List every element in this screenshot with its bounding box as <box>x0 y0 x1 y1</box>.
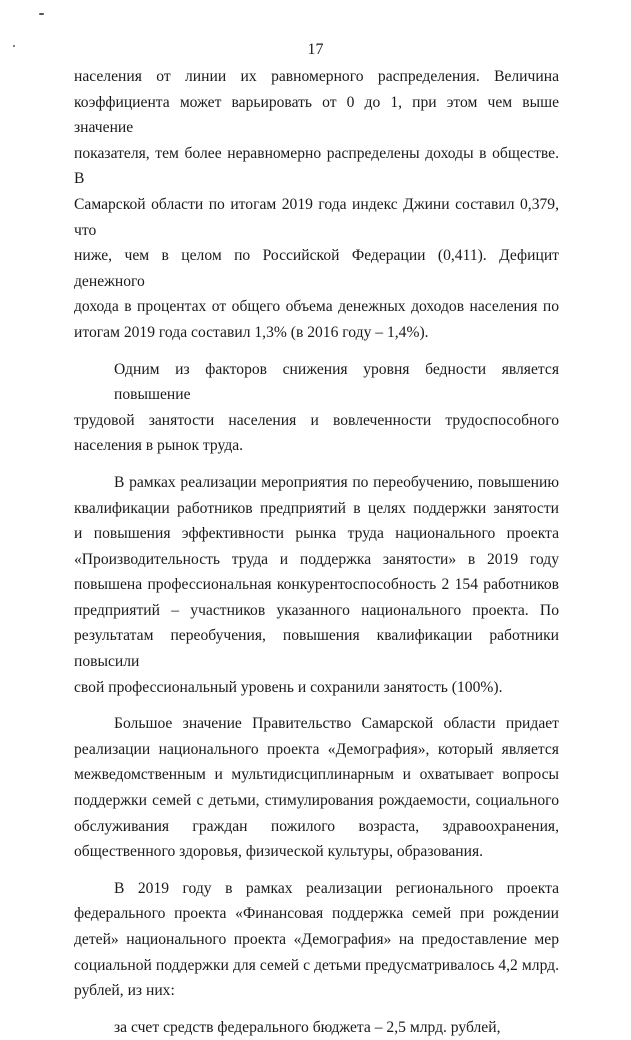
text-line: рублей, из них: <box>74 982 175 1000</box>
text-line: дохода в процентах от общего объема денежных доходов населения по <box>74 298 559 316</box>
text-line: поддержки семей с детьми, стимулирования рождаемости, социального <box>74 792 559 810</box>
text-line: предприятий – участников указанного национального проекта. По <box>74 601 559 619</box>
text-line: повышена профессиональная конкурентоспособность 2 154 работников <box>74 576 559 594</box>
paragraph-family-support <box>74 876 559 1004</box>
text-line: трудовой занятости населения и вовлеченности трудоспособного <box>74 411 559 429</box>
text-line: итогам 2019 года составил 1,3% (в 2016 году – 1,4%). <box>74 323 429 341</box>
paragraph-spacing <box>74 459 559 470</box>
text-line: Самарской области по итогам 2019 года индекс Джини составил 0,379, что <box>74 195 559 239</box>
text-line: В 2019 году в рамках реализации регионального проекта <box>114 879 559 897</box>
text-line: показателя, тем более неравномерно распределены доходы в обществе. В <box>74 144 559 188</box>
page-number: 17 <box>307 41 324 58</box>
text-line: социальной поддержки для семей с детьми предусматривалось 4,2 млрд. <box>74 956 559 974</box>
text-line: реализации национального проекта «Демография», который является <box>74 740 559 758</box>
text-line: Большое значение Правительство Самарской области придает <box>114 715 559 733</box>
text-line: за счет средств федерального бюджета – 2,5 млрд. рублей, <box>114 1018 501 1036</box>
text-line: межведомственным и мультидисциплинарным и охватывает вопросы <box>74 766 559 784</box>
paragraph-demography <box>74 711 559 865</box>
text-line: населения в рынок труда. <box>74 437 244 455</box>
paragraph-spacing <box>74 1004 559 1015</box>
text-line: населения от линии их равномерного распределения. Величина <box>74 68 559 85</box>
paragraph-gini-coefficient <box>74 64 559 346</box>
text-line: Одним из факторов снижения уровня бедности является повышение <box>114 360 559 404</box>
text-line: детей» национального проекта «Демография» на предоставление мер <box>74 931 559 948</box>
text-line: свой профессиональный уровень и сохранили занятость (100%). <box>74 678 503 696</box>
document-body <box>74 64 559 1040</box>
paragraph-spacing <box>74 346 559 357</box>
text-line: коэффициента может варьировать от 0 до 1, при этом чем выше значение <box>74 93 559 137</box>
text-line: В рамках реализации мероприятия по переобучению, повышению <box>114 473 559 491</box>
paragraph-spacing <box>74 700 559 711</box>
paragraph-spacing <box>74 865 559 876</box>
text-line: квалификации работников предприятий в целях поддержки занятости <box>74 499 559 517</box>
text-line: и повышения эффективности рынка труда национального проекта <box>74 525 559 543</box>
text-line: обслуживания граждан пожилого возраста, здравоохранения, <box>74 817 559 835</box>
text-line: результатам переобучения, повышения квалификации работники повысили <box>74 627 559 671</box>
text-line: «Производительность труда и поддержка занятости» в 2019 году <box>74 550 559 568</box>
paragraph-employment <box>74 357 559 459</box>
text-line: ниже, чем в целом по Российской Федерации (0,411). Дефицит денежного <box>74 247 559 290</box>
paragraph-federal-budget <box>74 1015 559 1040</box>
paragraph-retraining <box>74 470 559 700</box>
text-line: общественного здоровья, физической культуры, образования. <box>74 843 484 861</box>
scan-mark-top <box>39 13 44 15</box>
text-line: федерального проекта «Финансовая поддержка семей при рождении <box>74 905 559 923</box>
